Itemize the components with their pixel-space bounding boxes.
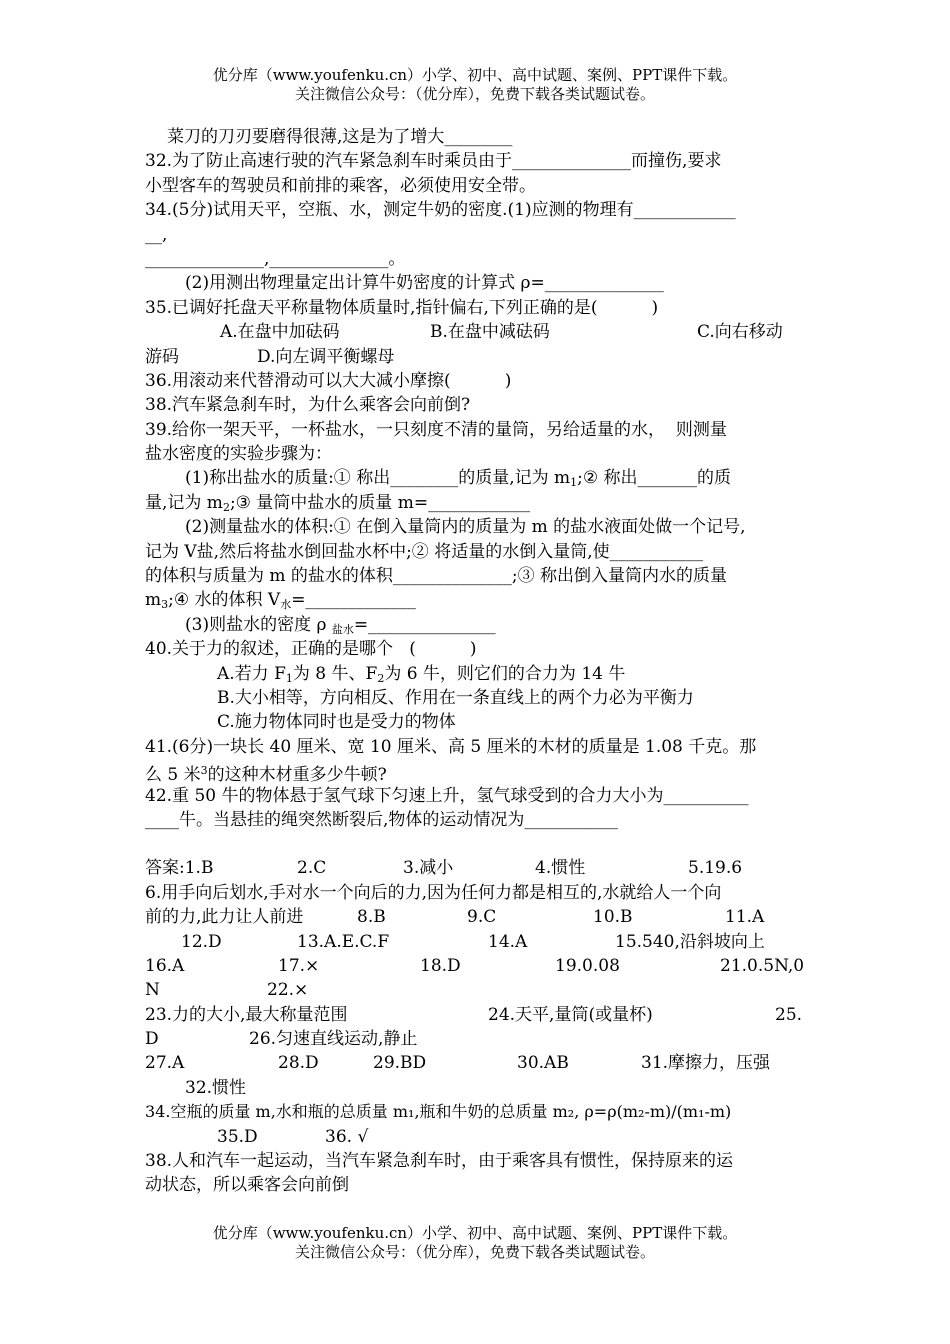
option-c: C.向右移动 xyxy=(697,322,783,343)
answer-row: 34.空瓶的质量 m,水和瓶的总质量 m₁,瓶和牛奶的总质量 m₂, ρ=ρ(m₂-m)/(m₁-m) xyxy=(145,1102,732,1122)
question-35: 35.已调好托盘天平称量物体质量时,指针偏右,下列正确的是( ) xyxy=(145,297,659,318)
answer-row: 27.A 28.D 29.BD 30.AB 31.摩擦力，压强 xyxy=(145,1053,771,1074)
answer-row: 动状态，所以乘客会向前倒 xyxy=(145,1175,349,1196)
option-c: C.施力物体同时也是受力的物体 xyxy=(217,712,456,733)
question-line: ____牛。当悬挂的绳突然断裂后,物体的运动情况为___________ xyxy=(145,809,618,830)
option-a: A.若力 $F_1$为 8 牛、$F_2$为 6 牛，则它们的合力为 14 牛 xyxy=(217,663,626,685)
footer-line-2: 关注微信公众号：（优分库），免费下载各类试题试卷。 xyxy=(294,1243,655,1261)
question-line: 盐水密度的实验步骤为： xyxy=(145,444,332,465)
question-39: 39.给你一架天平，一杯盐水，一只刻度不清的量筒，另给适量的水， 则测量 xyxy=(145,419,727,440)
answer-row: 16.A 17.× 18.D 19.0.08 21.0.5N,0 xyxy=(145,955,805,976)
question-line: 么 5 米$^3$的这种木材重多少牛顿? xyxy=(145,764,387,786)
answer-row: 32.惯性 xyxy=(185,1077,247,1098)
option-b: B.在盘中减砝码 xyxy=(430,322,550,343)
question-line: (2)测量盐水的体积:① 在倒入量筒内的质量为 m 的盐水液面处做一个记号, xyxy=(185,517,746,538)
question-line: (3)则盐水的密度 ρ $_{盐水}$=_______________ xyxy=(185,614,496,636)
answer-row: 23.力的大小,最大称量范围 24.天平,量筒(或量杯) 25. xyxy=(145,1004,803,1025)
question-line: $m_3;④$ 水的体积 $V_水=\_\_\_\_\_\_\_\_\_\_\_\_\_$ xyxy=(145,590,416,612)
question-line: (2)用测出物理量定出计算牛奶密度的计算式 ρ=______________ xyxy=(185,273,664,294)
answer-row: N 22.× xyxy=(145,980,309,1001)
answer-row: 答案:1.B 2.C 3.减小 4.惯性 5.19.6 xyxy=(145,858,743,879)
question-32: 32.为了防止高速行驶的汽车紧急刹车时乘员由于______________而撞伤,要求 xyxy=(145,151,722,172)
question-35-options-cont: 游码 D.向左调平衡螺母 xyxy=(145,345,815,369)
question-line: ______________,______________。 xyxy=(145,248,406,269)
question-38: 38.汽车紧急刹车时，为什么乘客会向前倒? xyxy=(145,395,471,416)
question-line: (1)称出盐水的质量:① 称出________的质量,记为 $m_1;②$ 称出_______的质 xyxy=(185,468,732,490)
option-b: B.大小相等，方向相反、作用在一条直线上的两个力必为平衡力 xyxy=(217,687,694,708)
question-36: 36.用滚动来代替滑动可以大大减小摩擦( ) xyxy=(145,370,512,391)
question-line: 菜刀的刀刃要磨得很薄,这是为了增大________ xyxy=(167,127,513,147)
question-41: 41.(6分)一块长 40 厘米、宽 10 厘米、高 5 厘米的木材的质量是 1.08 千克。那 xyxy=(145,736,757,757)
question-line: 记为 V盐,然后将盐水倒回盐水杯中;② 将适量的水倒入量筒,使___________ xyxy=(145,541,704,562)
document-body xyxy=(145,125,815,1198)
footer-line-1: 优分库（www.youfenku.cn）小学、初中、高中试题、案例、PPT课件下载。 xyxy=(212,1224,738,1242)
question-42: 42.重 50 牛的物体悬于氢气球下匀速上升，氢气球受到的合力大小为__________ xyxy=(145,785,749,806)
question-line: __, xyxy=(145,224,168,245)
page-footer xyxy=(0,1224,950,1262)
question-35-options xyxy=(145,320,815,344)
option-d: D.向左调平衡螺母 xyxy=(257,346,395,367)
question-line: 的体积与质量为 m 的盐水的体积______________;③ 称出倒入量筒内水的质量 xyxy=(145,566,728,587)
answer-row: 38.人和汽车一起运动，当汽车紧急刹车时，由于乘客具有惯性，保持原来的运 xyxy=(145,1151,734,1172)
answer-row: 12.D 13.A.E.C.F 14.A 15.540,沿斜坡向上 xyxy=(181,931,765,952)
option-a: A.在盘中加砝码 xyxy=(220,322,340,343)
question-line: 小型客车的驾驶员和前排的乘客，必须使用安全带。 xyxy=(145,175,536,196)
header-line-1: 优分库（www.youfenku.cn）小学、初中、高中试题、案例、PPT课件下载。 xyxy=(212,66,738,84)
page-header xyxy=(0,66,950,104)
answer-row: 35.D 36. √ xyxy=(217,1126,369,1147)
question-line: 量,记为 $m_2;③$ 量筒中盐水的质量 m=____________ xyxy=(145,492,531,514)
answer-row: 6.用手向后划水,手对水一个向后的力,因为任何力都是相互的,水就给人一个向 xyxy=(145,882,722,903)
header-line-2: 关注微信公众号：（优分库），免费下载各类试题试卷。 xyxy=(294,85,655,103)
question-34: 34.(5分)试用天平，空瓶、水，测定牛奶的密度.(1)应测的物理有____________ xyxy=(145,200,736,221)
question-40: 40.关于力的叙述，正确的是哪个 ( ) xyxy=(145,639,477,660)
answer-row: D 26.匀速直线运动,静止 xyxy=(145,1029,418,1050)
answer-row: 前的力,此力让人前进 8.B 9.C 10.B 11.A xyxy=(145,907,765,928)
